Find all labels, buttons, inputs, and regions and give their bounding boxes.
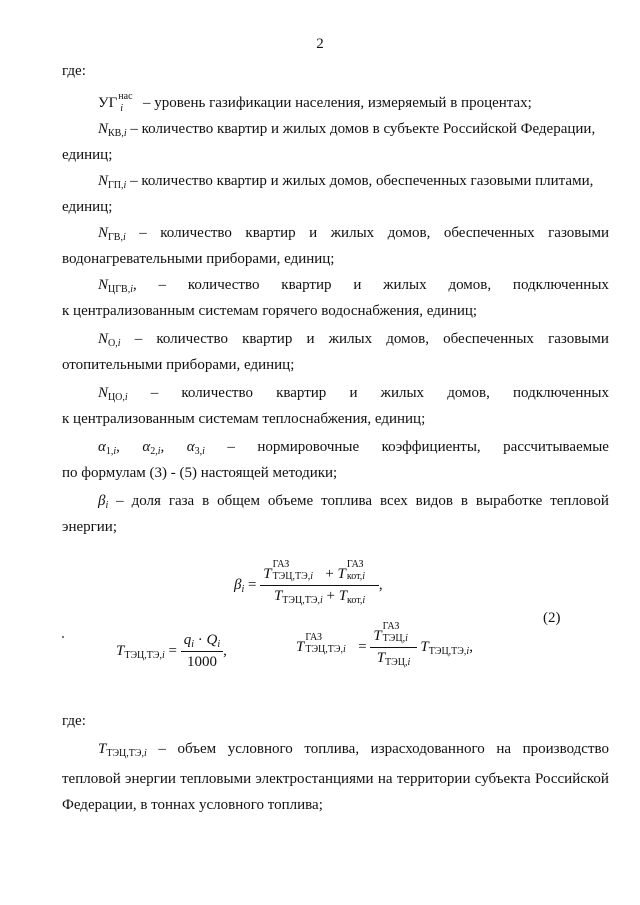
symbol-alpha-1: α [98,439,106,455]
symbol-sub: О, [108,338,118,349]
symbol-n: N [98,277,109,293]
word: подключенных [512,385,609,401]
symbol-sub: ГВ, [108,232,123,243]
definition-alpha [98,438,609,458]
definition-continuation: энергии; [62,519,117,535]
word: электростанциями [255,771,374,787]
word: газовыми [548,331,609,347]
formula-index: i [241,583,245,595]
definition-ug [98,91,532,114]
formula-equals: = [358,638,367,655]
word: рассчитываемые [503,439,609,455]
where-label: где: [62,713,86,729]
word: тепловой [550,493,609,509]
symbol-sub-index: i [123,128,127,139]
formula-sup: ГАЗ [305,631,323,643]
formula-index: i [407,657,411,668]
formula-symbol: Q [206,632,218,648]
word: – [158,741,166,757]
formula-symbol: T [420,638,429,655]
word: и [309,225,318,241]
formula-symbol: T [116,642,125,659]
word: количество [156,331,228,347]
definition-text: – уровень газификации населения, измеряемый в процентах; [143,95,532,111]
word: общем [217,493,260,509]
page-number: 2 [316,36,324,52]
word: на [377,771,393,787]
formula-beta [234,559,383,606]
formula-comma: , [378,576,383,593]
formula-sup: ГАЗ [272,559,290,570]
symbol-comma: , [132,277,137,293]
word: субъекта [474,771,531,787]
symbol-sub: КВ, [108,128,124,139]
formula-t-gaz-tets-te [296,621,473,668]
symbol-sub-index: i [144,748,147,759]
fraction [181,632,223,671]
formula-sup: ГАЗ [346,559,364,570]
formula-index: i [310,571,314,582]
symbol-n: N [98,225,109,241]
word: доля [131,493,161,509]
symbol-beta: β [98,493,106,509]
symbol-n: N [98,173,109,189]
formula-index: i [405,633,408,644]
definition-continuation: единиц; [62,147,113,163]
formula-dot: · [197,632,203,648]
word: – [150,385,159,401]
formula-symbol: q [183,632,192,648]
symbol-sub-index: i [117,338,121,349]
symbol-sub-index: i [122,232,126,243]
symbol-sub-index: i [123,180,127,191]
word: обеспеченных [443,331,534,347]
formula-equals: = [248,576,257,593]
formula-symbol: T [337,566,346,582]
word: – [134,331,143,347]
word: и [306,331,315,347]
word: израсходованного [370,741,485,757]
word: количество [187,277,260,293]
formula-sub: ТЭЦ,ТЭ, [428,645,467,657]
word: домов, [448,277,492,293]
formula-index: i [343,643,346,655]
word: территории [396,771,471,787]
word: – [158,277,167,293]
word: – [227,439,235,455]
formula-symbol: T [373,628,382,644]
word: условного [227,741,293,757]
formula-plus: + [326,588,335,604]
formula-sub: ТЭЦ,ТЭ, [305,643,343,655]
symbol-alpha-3: α [186,439,195,455]
definition-continuation: к централизованным системам горячего водоснабжения, единиц; [62,303,478,319]
symbol-comma: , [116,439,120,455]
word: домов, [387,225,431,241]
formula-index: i [319,595,323,606]
word: квартир [245,225,296,241]
word: жилых [380,385,425,401]
symbol-comma: , [160,439,165,455]
formula-symbol: T [376,650,386,666]
word: топлива, [304,741,360,757]
formula-symbol: T [263,566,272,582]
symbol-n: N [98,121,109,137]
fraction-numerator [370,621,416,648]
formula-index: i [466,645,470,657]
equation-number: (2) [543,610,561,626]
word: объеме [267,493,314,509]
fraction-numerator [260,559,379,586]
word: квартир [242,331,293,347]
fraction [370,621,416,668]
formula-sub: ТЭЦ,ТЭ, [272,571,311,582]
formula-comma: , [469,638,473,655]
symbol-sub-index: i [202,446,205,457]
symbol-sub: 2, [150,446,158,457]
word: видов [415,493,453,509]
definition-text: – количество квартир и жилых домов в субъекте Российской Федерации, [130,121,596,137]
word: всех [379,493,408,509]
word: нормировочные [257,439,360,455]
formula-equals: = [168,642,177,659]
formula-index: i [362,571,366,582]
word: коэффициенты, [381,439,481,455]
word: в [460,493,468,509]
word: жилых [383,277,427,293]
formula-sub: ТЭЦ, [385,657,408,668]
definition-beta [98,492,609,512]
symbol-sub: 3, [194,446,203,457]
definition-t-tets-te-line2 [62,770,609,788]
word: газа [168,493,195,509]
formula-symbol: T [296,638,305,655]
definition-continuation: отопительными приборами, единиц; [62,357,295,373]
formula-symbol: T [273,588,283,604]
formula-sub: ТЭЦ, [382,633,406,644]
word: на [496,741,512,757]
symbol-t: T [98,741,107,757]
word: обеспеченных [443,225,535,241]
definition-continuation: единиц; [62,199,113,215]
word: подключенных [512,277,609,293]
word: энергии [125,771,176,787]
symbol-sub-index: i [130,284,133,295]
word: топлива [321,493,373,509]
word: жилых [330,225,375,241]
definition-n-gv [98,224,609,244]
word: объем [177,741,217,757]
formula-sub: ТЭЦ,ТЭ, [124,649,162,661]
symbol-sub: ЦО, [108,392,125,403]
word: домов, [447,385,490,401]
formula-comma: , [223,642,227,659]
word: производство [522,741,609,757]
word: и [353,277,362,293]
definition-t-tets-te [98,740,609,760]
symbol-sub-index: i [105,500,109,511]
word: и [349,385,358,401]
word: выработке [475,493,543,509]
formula-index: i [191,639,195,650]
word: количество [181,385,253,401]
fraction-denominator: 1000 [186,654,217,670]
symbol-sub: 1, [105,446,114,457]
word: тепловой [62,771,121,787]
fraction-denominator [271,586,368,605]
fraction-numerator [181,632,223,652]
word: в [202,493,210,509]
symbol-ug: УГ [98,95,118,111]
formula-index: i [362,595,366,606]
definition-n-tsgv [98,276,609,296]
word: тепловыми [180,771,252,787]
symbol-sub: ЦГВ, [108,284,131,295]
definition-continuation: по формулам (3) - (5) настоящей методики; [62,465,338,481]
word: Российской [535,771,609,787]
symbol-n: N [98,385,109,401]
formula-symbol: β [234,576,242,593]
symbol-ug-sup: нас [118,91,133,102]
symbol-ug-sub: i [120,103,124,114]
definition-n-tso [98,384,609,404]
definition-n-o [98,330,609,350]
formula-sup: ГАЗ [382,621,400,632]
formula-index: i [217,639,221,650]
formula-sub: кот, [347,595,363,606]
symbol-alpha-2: α [142,439,151,455]
scan-speck [62,636,64,638]
definition-continuation: водонагревательными приборами, единиц; [62,251,335,267]
formula-plus: + [325,566,334,582]
word: газовыми [548,225,609,241]
definition-text: – количество квартир и жилых домов, обеспеченных газовыми плитами, [130,173,594,189]
symbol-sub: ГП, [108,180,124,191]
formula-sub: кот, [346,571,363,582]
definition-continuation: Федерации, в тоннах условного топлива; [62,797,323,813]
where-label: где: [62,63,86,79]
definition-n-kv [98,120,595,140]
word: количество [160,225,232,241]
formula-index: i [162,649,165,661]
formula-sub: ТЭЦ,ТЭ, [282,595,320,606]
word: домов, [386,331,429,347]
symbol-sub-index: i [124,392,128,403]
word: жилых [328,331,373,347]
formula-symbol: T [338,588,348,604]
word: квартир [276,385,327,401]
symbol-sub: ТЭЦ,ТЭ, [106,748,144,759]
fraction-denominator [374,648,414,667]
word: – [139,225,147,241]
symbol-sub-index: i [113,446,117,457]
word: – [116,493,124,509]
definition-n-gp [98,172,593,192]
symbol-sub-index: i [157,446,161,457]
fraction [260,559,379,606]
word: квартир [281,277,332,293]
definition-continuation: к централизованным системам теплоснабжения, единиц; [62,411,426,427]
symbol-n: N [98,331,109,347]
formula-t-tets-te [116,632,227,671]
